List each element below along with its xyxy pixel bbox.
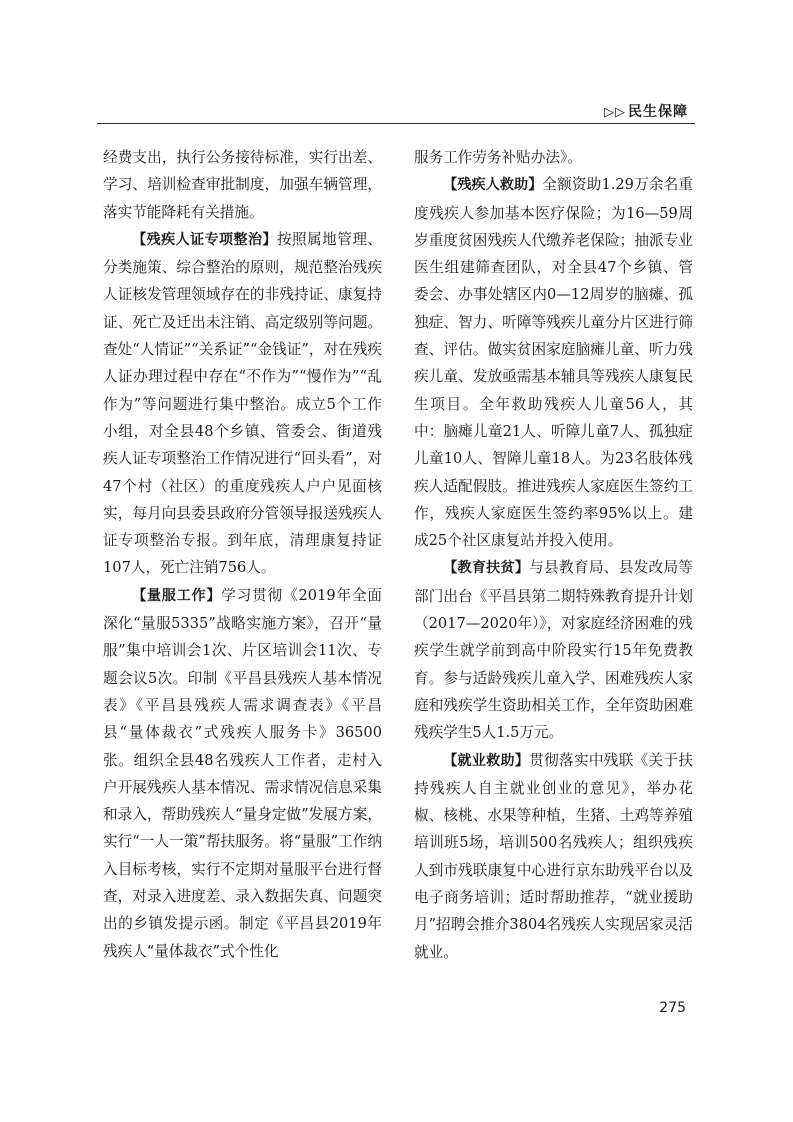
section-title: 民生保障	[628, 104, 688, 120]
paragraph-continued: 经费支出，执行公务接待标准，实行出差、学习、培训检查审批制度，加强车辆管理，落实节能降耗有关措施。	[103, 149, 382, 221]
left-column	[103, 144, 382, 965]
section-heading: 【残疾人证专项整治】	[132, 231, 277, 248]
running-head	[604, 101, 688, 121]
section-heading: 【就业救助】	[443, 752, 530, 769]
paragraph-continued: 服务工作劳务补贴办法》。	[414, 149, 582, 166]
paragraph-body: 按照属地管理、分类施策、综合整治的原则，规范整治残疾人证核发管理领域存在的非残持证、康复持证、死亡及迁出未注销、高定级别等问题。查处“人情证”“关系证”“金钱证”，对在残疾人证办理过程中存在“不作为”“慢作为”“乱作为”等问题进行集中整治。成立5个工作小组，对全县48个乡镇、管委会、街道残疾人证专项整治工作情况进行“回头看”，对47个村（社区）的重度残疾人户户见面核实，每月向县委县政府分管领导报送残疾人证专项整治专报。到年底，清理康复持证107人，死亡注销756人。	[103, 230, 382, 577]
paragraph-relief	[414, 171, 693, 554]
page-number: 275	[659, 1000, 686, 1016]
section-heading: 【残疾人救助】	[443, 177, 543, 194]
paragraph-body: 学习贯彻《2019年全面深化“量服5335”战略实施方案》，召开“量服”集中培训会1次、片区培训会11次、专题会议5次。印制《平昌县残疾人基本情况表》《平昌县残疾人需求调查表》《平昌县“量体裁衣”式残疾人服务卡》36500张。组织全县48名残疾人工作者，走村入户开展残疾人基本情况、需求情况信息采集和录入，帮助残疾人“量身定做”发展方案，实行“一人一策”帮扶服务。将“量服”工作纳入目标考核，实行不定期对量服平台进行督查，对录入进度差、录入数据失真、问题突出的乡镇发提示函。制定《平昌县2019年残疾人“量体裁衣”式个性化	[103, 586, 382, 960]
paragraph-employment	[414, 747, 693, 966]
paragraph-disabled-certificate	[103, 226, 382, 582]
right-column	[414, 144, 693, 966]
section-heading: 【教育扶贫】	[443, 560, 530, 577]
paragraph-body: 贯彻落实中残联《关于扶持残疾人自主就业创业的意见》，举办花椒、核桃、水果等种植，生猪、土鸡等养殖培训班5场，培训500名残疾人；组织残疾人到市残联康复中心进行京东助残平台以及电子商务培训；适时帮助推荐，“就业援助月”招聘会推介3804名残疾人实现居家灵活就业。	[414, 751, 693, 961]
header-rule	[97, 123, 695, 124]
paragraph-education	[414, 554, 693, 746]
paragraph-body: 与县教育局、县发改局等部门出台《平昌县第二期特殊教育提升计划（2017—2020年）》，对家庭经济困难的残疾学生就学前到高中阶段实行15年免费教育。参与适龄残疾儿童入学、困难残疾人家庭和残疾学生资助相关工作，全年资助困难残疾学生5人1.5万元。	[414, 559, 693, 742]
paragraph-measure-service	[103, 582, 382, 965]
section-heading: 【量服工作】	[132, 587, 222, 604]
double-triangle-icon: ▷▷	[604, 105, 626, 120]
paragraph-body: 全额资助1.29万余名重度残疾人参加基本医疗保险；为16—59周岁重度贫困残疾人代缴养老保险；抽派专业医生组建筛查团队，对全县47个乡镇、管委会、办事处辖区内0—12周岁的脑瘫、孤独症、智力、听障等残疾儿童分片区进行筛查、评估。做实贫困家庭脑瘫儿童、听力残疾儿童、发放亟需基本辅具等残疾人康复民生项目。全年救助残疾人儿童56人，其中：脑瘫儿童21人、听障儿童7人、孤独症儿童10人、智障儿童18人。为23名肢体残疾人适配假肢。推进残疾人家庭医生签约工作，残疾人家庭医生签约率95%以上。建成25个社区康复站并投入使用。	[414, 176, 694, 550]
